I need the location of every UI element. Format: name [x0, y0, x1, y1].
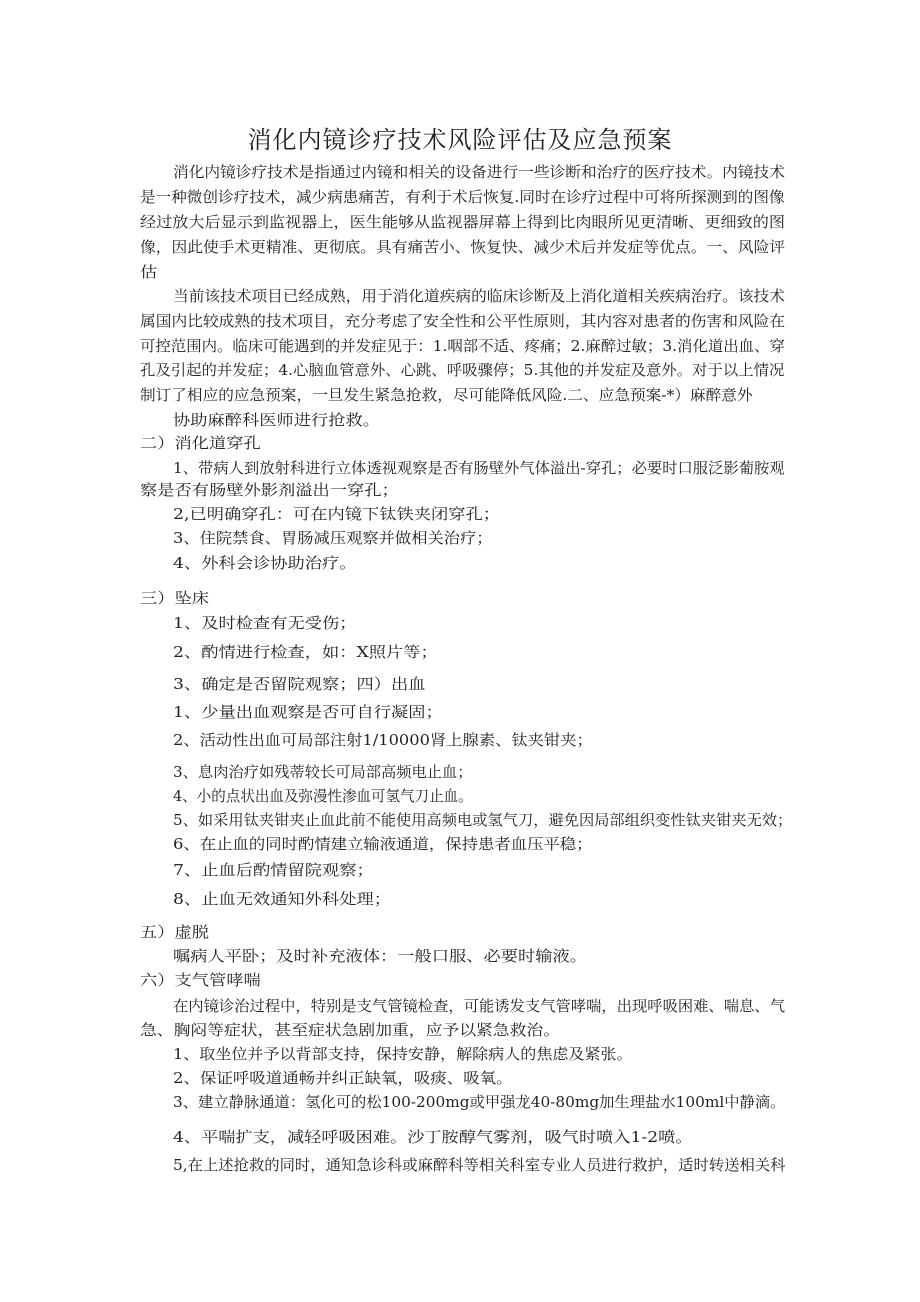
paragraph-line: 5、如采用钛夹钳夹止血此前不能使用高频电或氢气刀，避免因局部组织变性钛夹钳夹无效；: [173, 811, 793, 829]
paragraph-line: 经过放大后显示到监视器上，医生能够从监视器屏幕上得到比肉眼所见更清晰、更细致的图: [140, 213, 786, 231]
paragraph-line: 2、保证呼吸道通畅并纠正缺氧，吸痰、吸氧。: [173, 1069, 513, 1087]
paragraph-line: 可控范围内。临床可能遇到的并发症见于：1.咽部不适、疼痛；2.麻醉过敏；3.消化道出血、穿: [140, 337, 785, 355]
paragraph-line: 当前该技术项目已经成熟，用于消化道疾病的临床诊断及上消化道相关疾病治疗。该技术: [173, 287, 785, 305]
paragraph-line: 4、平喘扩支，减轻呼吸困难。沙丁胺醇气雾剂，吸气时喷入1-2喷。: [173, 1128, 693, 1146]
paragraph-line: 像，因此使手术更精准、更彻底。具有痛苦小、恢复快、减少术后并发症等优点。一、风险评: [140, 238, 786, 256]
paragraph-line: 1、带病人到放射科进行立体透视观察是否有肠壁外气体溢出-穿孔；必要时口服泛影葡胺观: [173, 459, 785, 477]
paragraph-line: 协助麻醉科医师进行抢救。: [173, 411, 381, 429]
paragraph-line: 孔及引起的并发症；4.心脑血管意外、心跳、呼吸骤停；5.其他的并发症及意外。对于以上情况: [140, 361, 785, 379]
paragraph-line: 在内镜诊治过程中，特别是支气管镜检查，可能诱发支气管哮喘，出现呼吸困难、喘息、气: [173, 997, 786, 1015]
paragraph-line: 三）坠床: [140, 589, 210, 607]
paragraph-line: 制订了相应的应急预案，一旦发生紧急抢救，尽可能降低风险.二、应急预案-*）麻醉意外: [140, 386, 753, 404]
paragraph-line: 二）消化道穿孔: [140, 434, 261, 452]
paragraph-line: 是一种微创诊疗技术，减少病患痛苦，有利于术后恢复.同时在诊疗过程中可将所探测到的图像: [140, 188, 785, 206]
paragraph-line: 7、止血后酌情留院观察；: [173, 861, 374, 879]
paragraph-line: 1、少量出血观察是否可自行凝固；: [173, 703, 443, 721]
paragraph-line: 2、活动性出血可局部注射1/10000肾上腺素、钛夹钳夹；: [173, 731, 593, 749]
paragraph-line: 估: [140, 263, 158, 281]
paragraph-line: 察是否有肠壁外影剂溢出一穿孔；: [140, 481, 399, 499]
paragraph-line: 6、在止血的同时酌情建立输液通道，保持患者血压平稳；: [173, 835, 593, 853]
paragraph-line: 3、建立静脉通道：氢化可的松100-200mg或甲强龙40-80mg加生理盐水100ml中静滴。: [173, 1093, 786, 1111]
document-title: 消化内镜诊疗技术风险评估及应急预案: [247, 126, 673, 154]
paragraph-line: 3、息肉治疗如残蒂较长可局部高频电止血；: [173, 763, 473, 781]
paragraph-line: 属国内比较成熟的技术项目，充分考虑了安全性和公平性原则，其内容对患者的伤害和风险在: [140, 312, 786, 330]
paragraph-line: 5,在上述抢救的同时，通知急诊科或麻醉科等相关科室专业人员进行救护，适时转送相关科: [173, 1156, 786, 1174]
paragraph-line: 3、住院禁食、胃肠减压观察并做相关治疗；: [173, 529, 493, 547]
paragraph-line: 8、止血无效通知外科处理；: [173, 890, 391, 908]
paragraph-line: 消化内镜诊疗技术是指通过内镜和相关的设备进行一些诊断和治疗的医疗技术。内镜技术: [173, 163, 785, 181]
paragraph-line: 2、酌情进行检查，如：X照片等；: [173, 643, 438, 661]
paragraph-line: 嘱病人平卧；及时补充液体：一般口服、必要时输液。: [173, 947, 588, 965]
paragraph-line: 3、确定是否留院观察；四）出血: [173, 675, 426, 693]
paragraph-line: 五）虚脱: [140, 923, 210, 941]
paragraph-line: 六）支气管哮喘: [140, 971, 261, 989]
paragraph-line: 1、取坐位并予以背部支持，保持安静，解除病人的焦虑及紧张。: [173, 1045, 633, 1063]
paragraph-line: 4、外科会诊协助治疗。: [173, 554, 357, 572]
paragraph-line: 急、胸闷等症状，甚至症状急剧加重，应予以紧急救治。: [140, 1021, 561, 1039]
paragraph-line: 4、小的点状出血及弥漫性渗血可氢气刀止血。: [173, 787, 473, 805]
paragraph-line: 1、及时检查有无受伤；: [173, 614, 357, 632]
paragraph-line: 2,已明确穿孔：可在内镜下钛铁夹闭穿孔；: [173, 505, 500, 523]
